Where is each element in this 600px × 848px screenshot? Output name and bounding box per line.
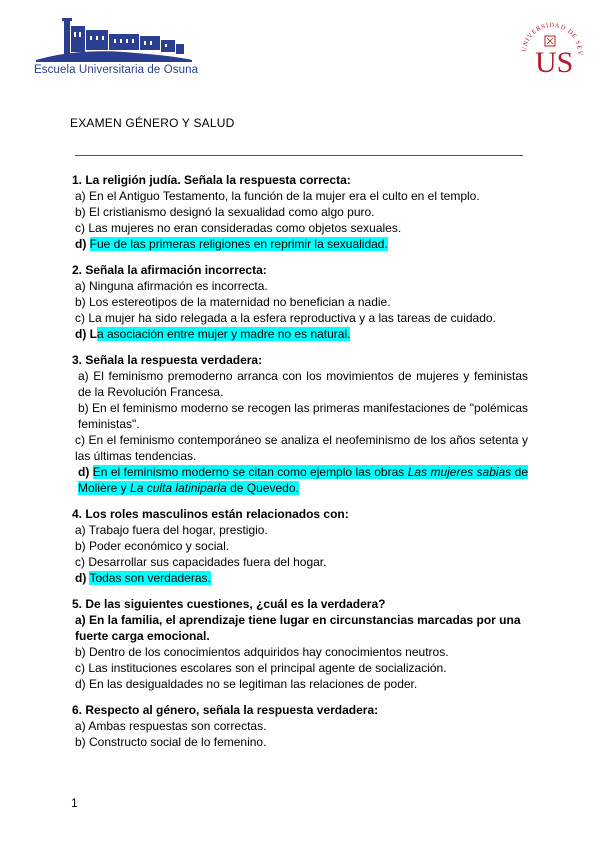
question-6-option-a: a) Ambas respuestas son correctas. <box>75 719 267 733</box>
question-4 <box>72 506 528 586</box>
question-1-option-a: a) En el Antiguo Testamento, la función de la mujer era el culto en el templo. <box>75 189 480 203</box>
page-number: 1 <box>71 796 78 810</box>
question-5-option-a: a) En la familia, el aprendizaje tiene lugar en circunstancias marcadas por una fuerte carga emocional. <box>75 613 521 643</box>
osuna-building-icon <box>34 14 194 64</box>
question-1-title: 1. La religión judía. Señala la respuesta correcta: <box>72 173 351 187</box>
option-letter: d) <box>75 237 87 251</box>
question-4-title: 4. Los roles masculinos están relacionados con: <box>72 507 349 521</box>
question-4-option-a: a) Trabajo fuera del hogar, prestigio. <box>75 523 268 537</box>
question-4-option-d <box>72 570 528 586</box>
work-title: Las mujeres sabias <box>407 465 512 479</box>
question-3-option-c: c) En el feminismo contemporáneo se analiza el neofeminismo de los años setenta y las últimas tendencias. <box>75 433 528 463</box>
us-emblem-icon <box>516 14 586 82</box>
question-2-option-c: c) La mujer ha sido relegada a la esfera reproductiva y a las tareas de cuidado. <box>75 311 496 325</box>
question-2-option-b: b) Los estereotipos de la maternidad no benefician a nadie. <box>75 295 391 309</box>
question-2 <box>72 262 528 342</box>
question-3-title: 3. Señala la respuesta verdadera: <box>72 353 263 367</box>
question-5-option-d: d) En las desigualdades no se legitiman las relaciones de poder. <box>75 677 418 691</box>
question-6-option-b: b) Constructo social de lo femenino. <box>75 735 267 749</box>
question-4-option-c: c) Desarrollar sus capacidades fuera del hogar. <box>75 555 327 569</box>
question-3 <box>72 352 528 496</box>
question-1 <box>72 172 528 252</box>
question-5-title: 5. De las siguientes cuestiones, ¿cuál es la verdadera? <box>72 597 386 611</box>
title-divider <box>75 155 523 156</box>
question-1-option-d <box>72 236 528 252</box>
question-5 <box>72 596 528 692</box>
question-6-title: 6. Respecto al género, señala la respuesta verdadera: <box>72 703 379 717</box>
question-2-title: 2. Señala la afirmación incorrecta: <box>72 263 267 277</box>
highlighted-answer: Fue de las primeras religiones en reprimir la sexualidad. <box>89 237 388 251</box>
question-1-option-c: c) Las mujeres no eran consideradas como objetos sexuales. <box>75 221 402 235</box>
question-6 <box>72 702 528 750</box>
sevilla-arc-text: UNIVERSIDAD DE SEV <box>520 21 584 56</box>
question-5-option-b: b) Dentro de los conocimientos adquiridos hay conocimientos neutros. <box>75 645 449 659</box>
exam-title: EXAMEN GÉNERO Y SALUD <box>70 116 235 130</box>
option-letter: d) L <box>75 327 97 341</box>
work-title: La culta latiniparla <box>130 481 227 495</box>
answer-text: de Molière y <box>78 465 529 495</box>
highlighted-answer: Todas son verdaderas. <box>89 571 211 585</box>
question-5-option-c: c) Las instituciones escolares son el principal agente de socialización. <box>75 661 447 675</box>
question-1-option-b: b) El cristianismo designó la sexualidad como algo puro. <box>75 205 375 219</box>
highlighted-answer: a asociación entre mujer y madre no es natural. <box>97 327 351 341</box>
sevilla-university-logo <box>516 14 586 82</box>
answer-text: de Quevedo. <box>230 481 299 495</box>
question-2-option-d <box>72 326 528 342</box>
highlighted-answer <box>78 465 528 495</box>
option-letter: d) <box>75 571 87 585</box>
exam-content <box>72 172 528 760</box>
answer-text: En el feminismo moderno se citan como ejemplo las obras <box>92 465 405 479</box>
us-mark: US <box>535 46 574 79</box>
question-3-option-b: b) En el feminismo moderno se recogen las primeras manifestaciones de "polémicas feministas". <box>78 401 528 431</box>
option-letter: d) <box>78 465 90 479</box>
question-3-option-a: a) El feminismo premoderno arranca con los movimientos de mujeres y feministas de la Revolución Francesa. <box>78 369 528 399</box>
osuna-logo-text: Escuela Universitaria de Osuna <box>34 64 199 76</box>
osuna-logo <box>34 14 199 84</box>
question-2-option-a: a) Ninguna afirmación es incorrecta. <box>75 279 268 293</box>
question-3-option-d <box>72 464 528 496</box>
question-4-option-b: b) Poder económico y social. <box>75 539 230 553</box>
